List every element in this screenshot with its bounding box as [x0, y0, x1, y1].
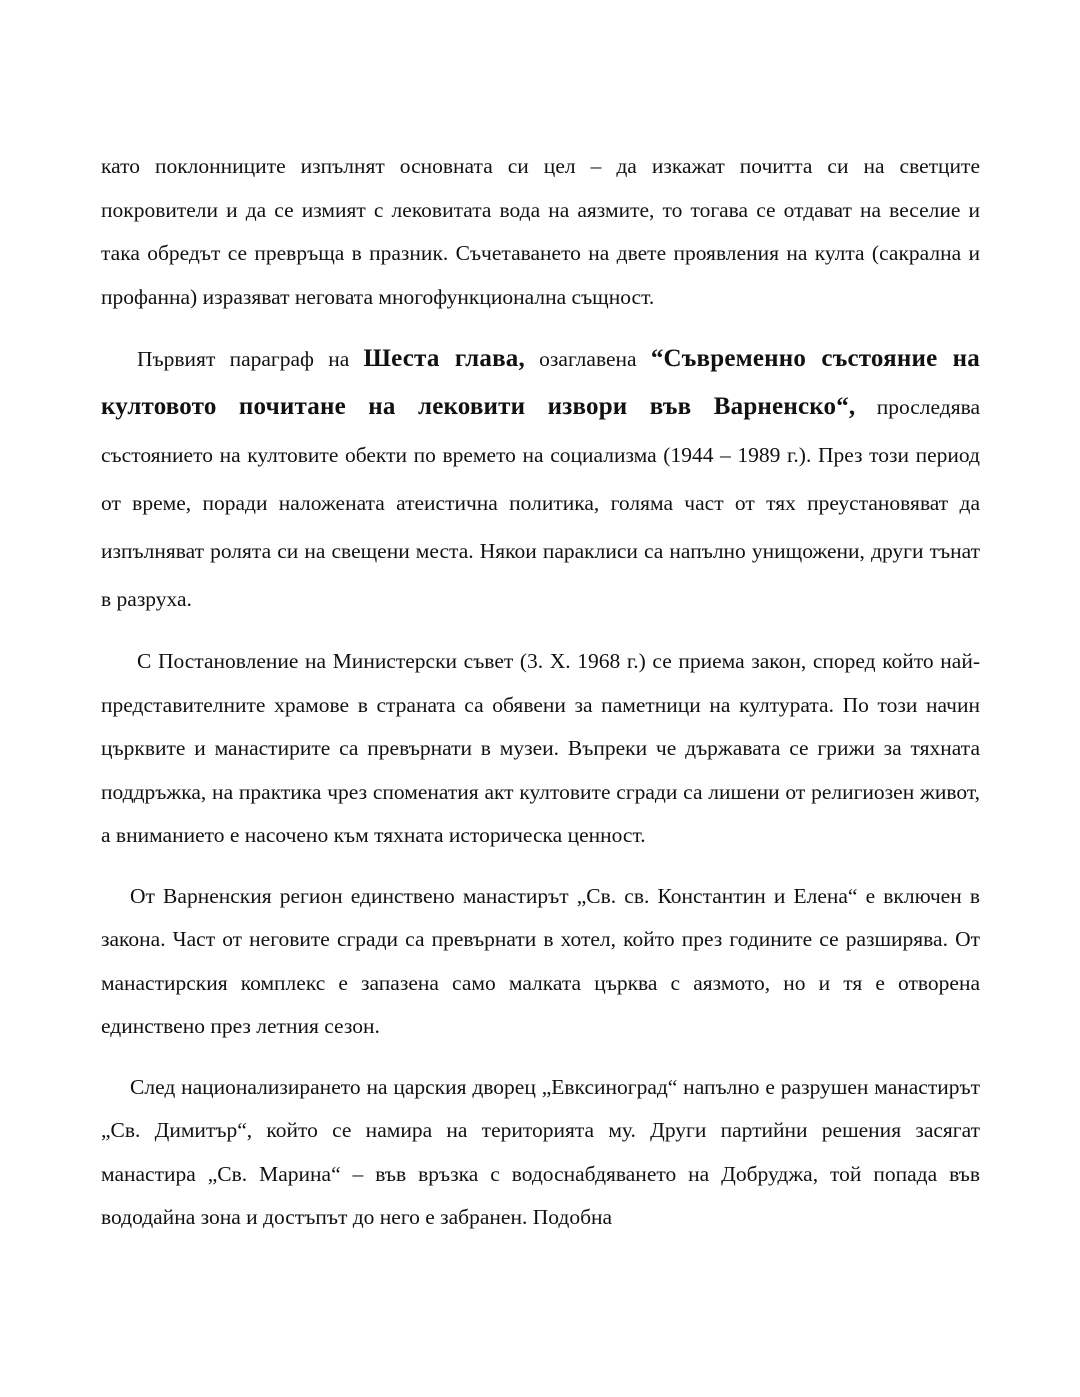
- document-body: [101, 145, 980, 1240]
- chapter-reference: Шеста глава,: [363, 345, 525, 372]
- paragraph-2: [101, 335, 980, 623]
- paragraph-2-intro: Първият параграф на: [137, 347, 364, 371]
- paragraph-1: като поклонниците изпълнят основната си цел – да изкажат почитта си на светците покровители и да се измият с лековитата вода на аязмите, то тогава се отдават на веселие и така обредът се превръща в празник. Съчетаването на двете проявления на култа (сакрална и профанна) изразяват неговата многофункционална същност.: [101, 154, 980, 309]
- paragraph-3: С Постановление на Министерски съвет (3. X. 1968 г.) се приема закон, според който най-представителните храмове в страната са обявени за паметници на културата. По този начин църквите и манастирите са превърнати в музеи. Въпреки че държавата се грижи за тяхната поддръжка, на практика чрез споменатия акт култовите сгради са лишени от религиозен живот, а вниманието е насочено към тяхната историческа ценност.: [101, 649, 980, 847]
- chapter-title: “Съвременно състояние на култовото почитане на лековити извори във Варненско“,: [101, 345, 980, 420]
- paragraph-2-titled: озаглавена: [524, 347, 651, 371]
- paragraph-2-body: проследява състоянието на култовите обекти по времето на социализма (1944 – 1989 г.). През този период от време, поради наложената атеистична политика, голяма част от тях преустановяват да изпълняват ролята си на свещени места. Някои параклиси са напълно унищожени, други тънат в разруха.: [101, 395, 981, 611]
- paragraph-5: След национализирането на царския дворец „Евксиноград“ напълно е разрушен манастирът „Св. Димитър“, който се намира на територията му. Други партийни решения засягат манастира „Св. Марина“ – във връзка с водоснабдяването на Добруджа, той попада във вододайна зона и достъпът до него е забранен. Подобна: [101, 1074, 980, 1229]
- paragraph-4: От Варненския регион единствено манастирът „Св. св. Константин и Елена“ е включен в закона. Част от неговите сгради са превърнати в хотел, който през годините се разширява. От манастирския комплекс е запазена само малката църква с аязмото, но и тя е отворена единствено през летния сезон.: [101, 883, 980, 1038]
